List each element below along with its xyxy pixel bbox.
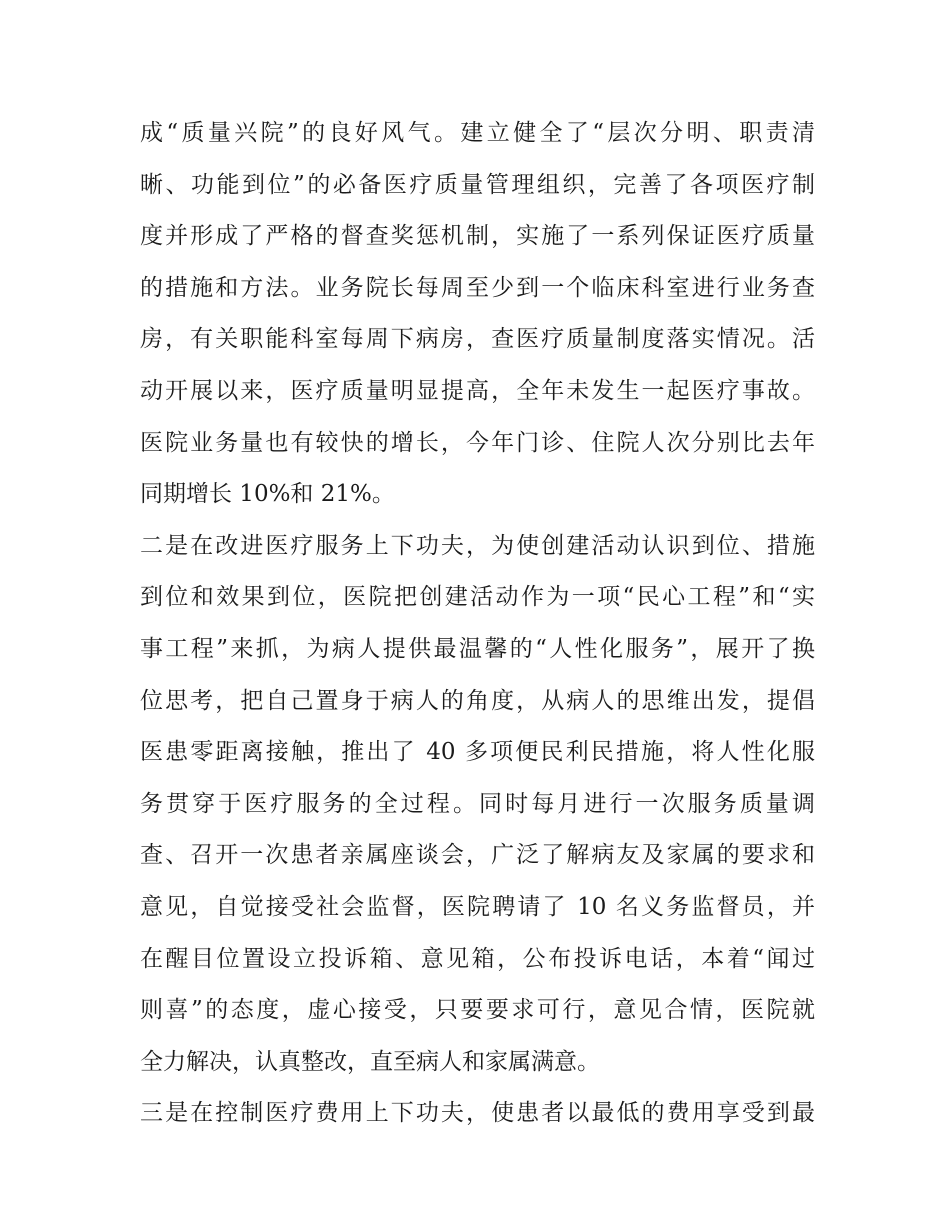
text-line: 的措施和方法。业务院长每周至少到一个临床科室进行业务查 [140,274,815,301]
text-line: 意见，自觉接受社会监督，医院聘请了 10 名义务监督员，并 [140,893,815,920]
text-line: 动开展以来，医疗质量明显提高，全年未发生一起医疗事故。 [140,377,815,404]
text-line: 晰、功能到位”的必备医疗质量管理组织，完善了各项医疗制 [140,171,815,198]
document-body [140,108,815,1140]
text-line: 位思考，把自己置身于病人的角度，从病人的思维出发，提倡 [140,687,815,714]
text-line: 查、召开一次患者亲属座谈会，广泛了解病友及家属的要求和 [140,842,815,869]
text-line: 二是在改进医疗服务上下功夫，为使创建活动认识到位、措施 [140,532,815,559]
text-line: 医患零距离接触，推出了 40 多项便民利民措施，将人性化服 [140,739,815,766]
text-line: 则喜”的态度，虚心接受，只要要求可行，意见合情，医院就 [140,997,815,1024]
text-line: 房，有关职能科室每周下病房，查医疗质量制度落实情况。活 [140,326,815,353]
text-line: 度并形成了严格的督查奖惩机制，实施了一系列保证医疗质量 [140,223,815,250]
text-line: 在醒目位置设立投诉箱、意见箱，公布投诉电话，本着“闻过 [140,945,815,972]
text-line: 到位和效果到位，医院把创建活动作为一项“民心工程”和“实 [140,584,815,611]
text-line: 同期增长 10%和 21%。 [140,481,395,508]
text-line: 成“质量兴院”的良好风气。建立健全了“层次分明、职责清 [140,120,815,146]
text-line: 务贯穿于医疗服务的全过程。同时每月进行一次服务质量调 [140,790,815,817]
text-line: 全力解决，认真整改，直至病人和家属满意。 [140,1048,600,1075]
text-line: 事工程”来抓，为病人提供最温馨的“人性化服务”，展开了换 [140,635,815,662]
text-line: 三是在控制医疗费用上下功夫，使患者以最低的费用享受到最 [140,1100,815,1127]
text-line: 医院业务量也有较快的增长，今年门诊、住院人次分别比去年 [140,429,815,456]
